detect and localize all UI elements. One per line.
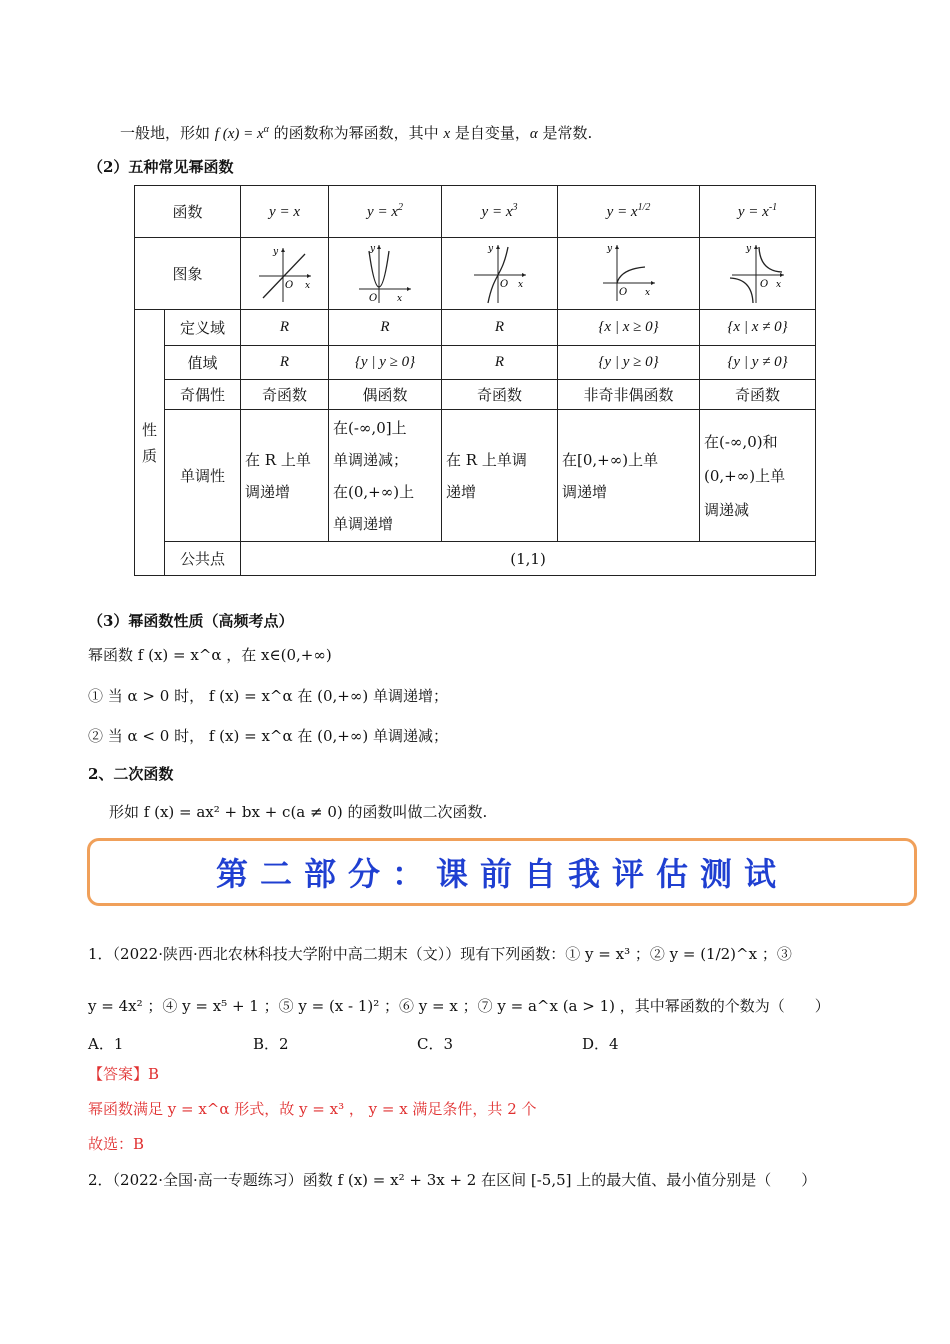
row-range-label: 值域 [165,346,241,380]
section3-line-2: ① 当 α > 0 时， f (x) = x^α 在 (0,+∞) 单调递增； [88,687,448,705]
q1-line-2: y = 4x² ；④ y = x⁵ + 1 ；⑤ y = (x - 1)² ；⑥ y = x ；⑦ y = a^x (a > 1) ，其中幂函数的个数为（ ） [88,997,830,1015]
banner-text: 第二部分：课前自我评估测试 [215,855,788,893]
cell: 非奇非偶函数 [558,380,700,410]
graph-linear-svg [255,244,315,304]
axis-y: y [370,243,376,254]
common-value: (1,1) [241,542,816,576]
section2-title: （2）五种常见幂函数 [88,158,234,176]
cell: {y | y ≥ 0} [329,346,442,380]
graph-sqrt [558,238,700,310]
graph-linear [241,238,329,310]
section3-title: （3）幂函数性质（高频考点） [88,612,294,630]
q1-option-c: C．3 [417,1035,454,1053]
axis-x: x [304,280,310,291]
q2-line-1: 2．（2022·全国·高一专题练习）函数 f (x) = x² + 3x + 2 在区间 [-5,5] 上的最大值、最小值分别是（ ） [88,1171,817,1189]
quad-text: 形如 f (x) = ax² + bx + c(a ≠ 0) 的函数叫做二次函数. [109,803,488,821]
axis-o: O [759,278,768,290]
row-domain-label: 定义域 [165,310,241,346]
row-parity-label: 奇偶性 [165,380,241,410]
header-label: 函数 [135,186,241,238]
axis-x: x [397,293,403,304]
axis-o: O [618,286,627,298]
graph-reciprocal [700,238,816,310]
mono-cell-1: 在 R 上单 调递增 [241,410,329,542]
func-3: $y = x^3$ [442,186,558,238]
axis-y: y [606,243,612,254]
axis-y: y [272,246,278,257]
cell: R [241,346,329,380]
intro-line: 一般地，形如 f $(x) = x^\alpha$ 的函数称为幂函数，其中 x 是自变量，α 是常数. [120,124,593,142]
cell: {y | y ≠ 0} [700,346,816,380]
cell: 奇函数 [700,380,816,410]
axis-x: x [517,279,523,290]
axis-y: y [487,243,493,254]
graph-square [329,238,442,310]
axis-o: O [284,279,293,291]
cell: R [241,310,329,346]
mono-cell-5: 在(-∞,0)和 (0,+∞)上单 调递减 [700,410,816,542]
axis-x: x [775,279,781,290]
axis-o: O [499,278,508,290]
graph-cube-svg [470,243,530,305]
cell: 偶函数 [329,380,442,410]
graph-cube [442,238,558,310]
axis-y: y [745,243,751,254]
power-function-table [134,185,816,576]
func-2: $y = x^2$ [329,186,442,238]
property-label: 性质 [135,310,165,576]
cell: 奇函数 [442,380,558,410]
graph-reciprocal-svg [728,243,788,305]
q1-option-a: A．1 [88,1035,124,1053]
cell: {y | y ≥ 0} [558,346,700,380]
func-1: y = x [241,186,329,238]
row-common-label: 公共点 [165,542,241,576]
graph-sqrt-svg [599,243,659,305]
mono-cell-2: 在(-∞,0]上 单调递减； 在(0,+∞)上 单调递增 [329,410,442,542]
q1-option-b: B．2 [253,1035,289,1053]
q1-choose: 故选：B [88,1135,145,1153]
cell: R [329,310,442,346]
q1-explain: 幂函数满足 y = x^α 形式，故 y = x³ ， y = x 满足条件，共 2 个 [88,1100,537,1118]
cell: {x | x ≥ 0} [558,310,700,346]
axis-o: O [369,292,378,304]
section3-line-1: 幂函数 f (x) = x^α ，在 x∈(0,+∞) [88,646,332,664]
func-4: $y = x^{1/2}$ [558,186,700,238]
section-banner [87,838,917,906]
mono-cell-4: 在[0,+∞)上单 调递增 [558,410,700,542]
cell: {x | x ≠ 0} [700,310,816,346]
cell: 奇函数 [241,380,329,410]
row-mono-label: 单调性 [165,410,241,542]
axis-x: x [644,287,650,298]
cell: R [442,346,558,380]
func-5: $y = x^{-1}$ [700,186,816,238]
q1-line-1: 1．（2022·陕西·西北农林科技大学附中高二期末（文））现有下列函数：① y = x³ ；② y = (1/2)^x ；③ [88,945,792,963]
q1-answer: 【答案】B [88,1065,160,1083]
cell: R [442,310,558,346]
mono-cell-3: 在 R 上单调 递增 [442,410,558,542]
graph-square-svg [355,243,415,305]
quad-title: 2、二次函数 [88,765,174,783]
section3-line-3: ② 当 α < 0 时， f (x) = x^α 在 (0,+∞) 单调递减； [88,727,448,745]
graph-label: 图象 [135,238,241,310]
q1-option-d: D．4 [582,1035,619,1053]
